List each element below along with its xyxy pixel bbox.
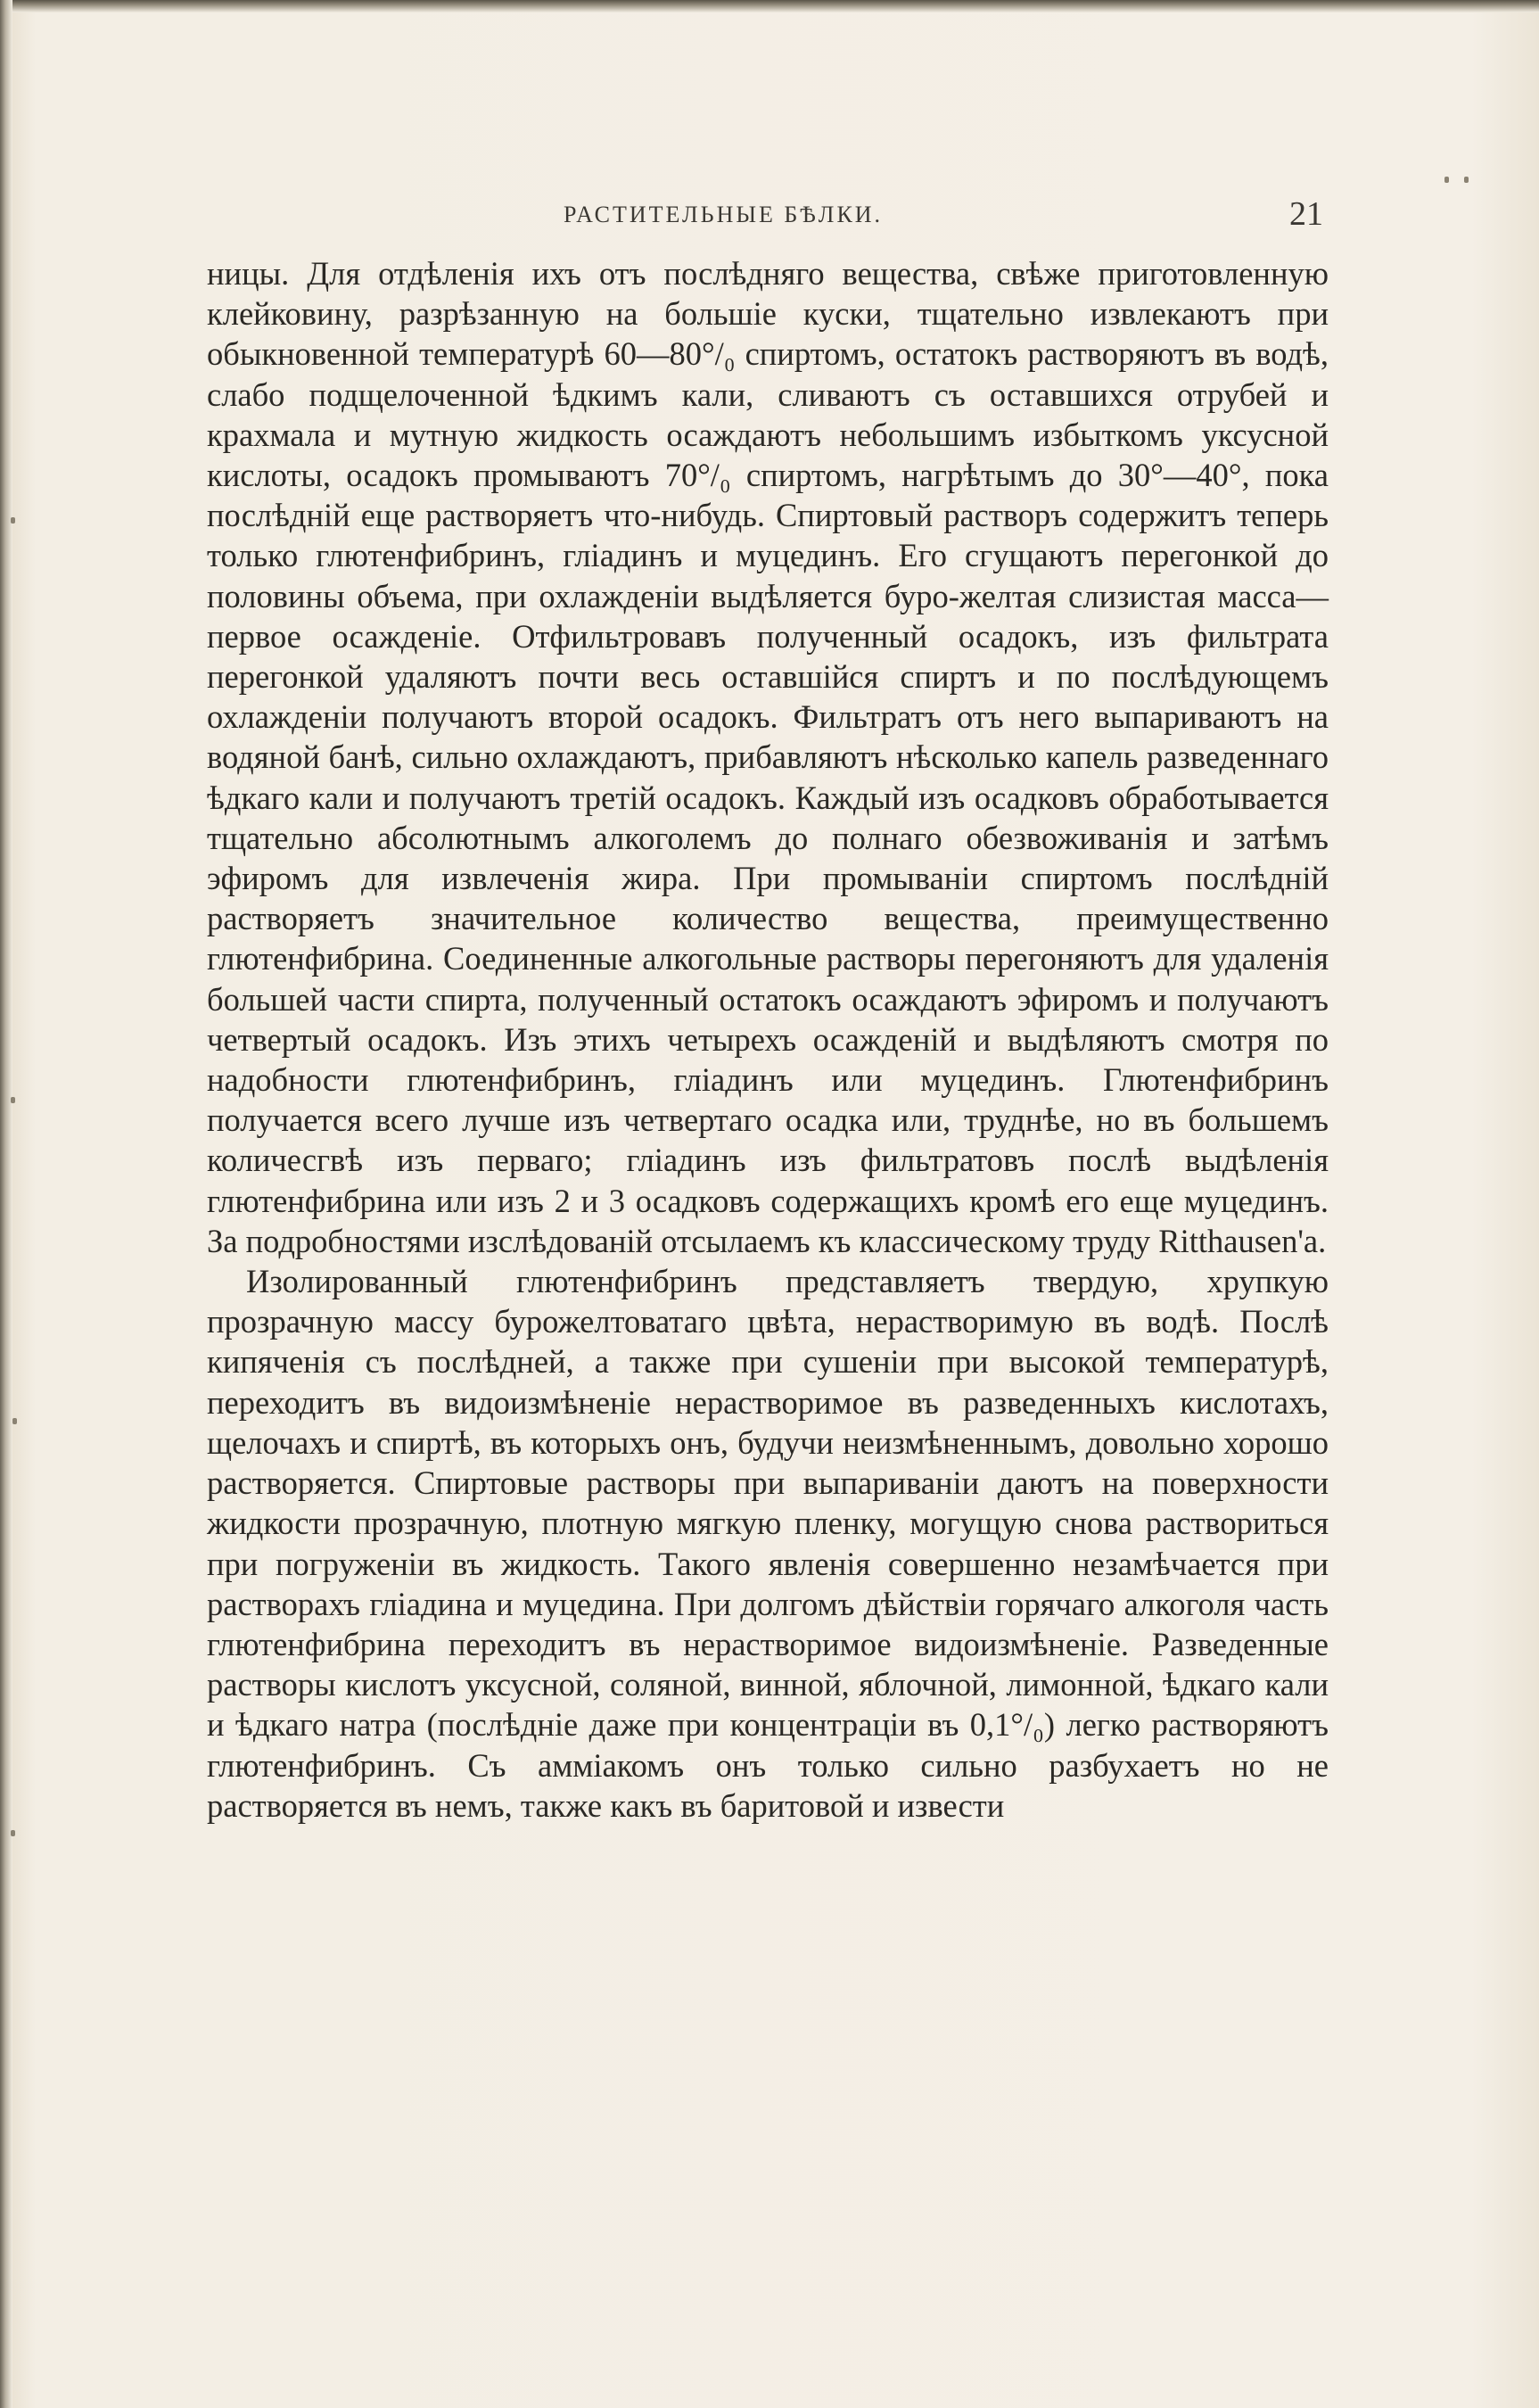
margin-mark <box>12 1418 17 1424</box>
page-top-edge <box>0 0 1539 12</box>
page-number: 21 <box>1289 195 1323 233</box>
margin-mark <box>11 517 15 524</box>
running-title: РАСТИТЕЛЬНЫЕ БѢЛКИ. <box>564 202 884 227</box>
page-header <box>207 194 1329 239</box>
margin-mark <box>11 1097 15 1103</box>
page-left-edge <box>0 0 12 2408</box>
paragraph-2: Изолированный глютенфибринъ представляетъ твердую, хрупкую прозрачную массу бурожелтоватаго цвѣта, нерастворимую въ водѣ. Послѣ кипяченія съ послѣдней, а также при сушеніи при высокой температурѣ, переходитъ въ видоизмѣненіе нерастворимое въ разведенныхъ кислотахъ, щелочахъ и спиртѣ, въ которыхъ онъ, будучи неизмѣненнымъ, довольно хорошо растворяется. Спиртовые растворы при выпариваніи даютъ на поверхности жидкости прозрачную, плотную мягкую пленку, могущую снова раствориться при погруженіи въ жидкость. Такого явленія совершенно незамѣчается при растворахъ гліадина и муцедина. При долгомъ дѣйствіи горячаго алкоголя часть глютенфибрина переходитъ въ нерастворимое видоизмѣненіе. Разведенные растворы кислотъ уксусной, соляной, винной, яблочной, лимонной, ѣдкаго кали и ѣдкаго натра (послѣдніе даже при концентраціи въ 0,1°/₀) легко растворяютъ глютенфибринъ. Съ амміакомъ онъ только сильно разбухаетъ но не растворяется въ немъ, также какъ въ баритовой и извести <box>207 1263 1329 1824</box>
margin-mark <box>1464 177 1469 183</box>
margin-mark <box>11 1830 15 1836</box>
margin-mark <box>1444 177 1449 183</box>
paragraph-1: ницы. Для отдѣленія ихъ отъ послѣдняго вещества, свѣже приготовленную клейковину, разрѣзанную на большіе куски, тщательно извлекаютъ при обыкновенной температурѣ 60—80°/₀ спиртомъ, остатокъ растворяютъ въ водѣ, слабо подщелоченной ѣдкимъ кали, сливаютъ съ оставшихся отрубей и крахмала и мутную жидкость осаждаютъ небольшимъ избыткомъ уксусной кислоты, осадокъ промываютъ 70°/₀ спиртомъ, нагрѣтымъ до 30°—40°, пока послѣдній еще растворяетъ что-нибудь. Спиртовый растворъ содержитъ теперь только глютенфибринъ, гліадинъ и муцединъ. Его сгущаютъ перегонкой до половины объема, при охлажденіи выдѣляется буро-желтая слизистая масса—первое осажденіе. Отфильтровавъ полученный осадокъ, изъ фильтрата перегонкой удаляютъ почти весь оставшійся спиртъ и по послѣдующемъ охлажденіи получаютъ второй осадокъ. Фильтратъ отъ него выпариваютъ на водяной банѣ, сильно охлаждаютъ, прибавляютъ нѣсколько капель разведеннаго ѣдкаго кали и получаютъ третій осадокъ. Каждый изъ осадковъ обработывается тщательно абсолютнымъ алкоголемъ до полнаго обезвоживанія и затѣмъ эфиромъ для извлеченія жира. При промываніи спиртомъ послѣдній растворяетъ значительное количество вещества, преимущественно глютенфибрина. Соединенные алкогольные растворы перегоняютъ для удаленія большей части спирта, полученный остатокъ осаждаютъ эфиромъ и получаютъ четвертый осадокъ. Изъ этихъ четырехъ осажденій и выдѣляютъ смотря по надобности глютенфибринъ, гліадинъ или муцединъ. Глютенфибринъ получается всего лучше изъ четвертаго осадка или, труднѣе, но въ большемъ количесгвѣ изъ перваго; гліадинъ изъ фильтратовъ послѣ выдѣленія глютенфибрина или изъ 2 и 3 осадковъ содержащихъ кромѣ его еще муцединъ. За подробностями изслѣдованій отсылаемъ къ классическому труду Ritthausen'а. <box>207 255 1329 1259</box>
body-text <box>207 253 1329 1826</box>
